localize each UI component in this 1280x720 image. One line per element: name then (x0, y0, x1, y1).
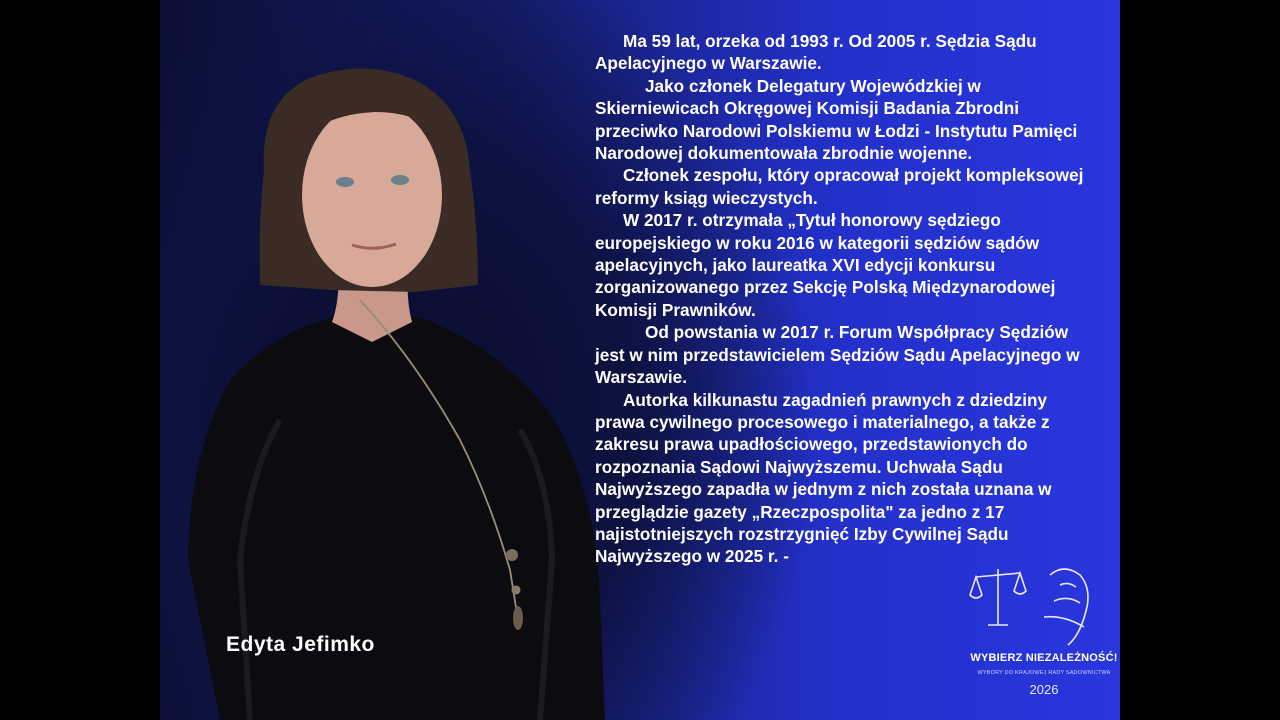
logo-subtitle: WYBORY DO KRAJOWEJ RADY SĄDOWNICTWA (977, 670, 1111, 676)
campaign-logo (968, 555, 1120, 705)
bio-paragraph: Ma 59 lat, orzeka od 1993 r. Od 2005 r. Sędzia Sądu Apelacyjnego w Warszawie. (595, 31, 1037, 74)
scales-of-justice-icon (968, 555, 1120, 650)
logo-title: WYBIERZ NIEZALEŻNOŚĆ! (970, 652, 1118, 664)
logo-year: 2026 (1029, 682, 1059, 697)
portrait-photo (160, 0, 630, 720)
bio-paragraph: Członek zespołu, który opracował projekt kompleksowej reformy ksiąg wieczystych. (595, 165, 1084, 208)
bio-paragraph: W 2017 r. otrzymała „Tytuł honorowy sędziego europejskiego w roku 2016 w kategorii sędziów sądów apelacyjnych, jako laureatka XVI edycji konkursu zorganizowanego przez Sekcję Polską Międzynarodowej Komisji Prawników. (595, 210, 1056, 320)
person-name: Edyta Jefimko (226, 633, 375, 656)
bio-paragraph: Od powstania w 2017 r. Forum Współpracy Sędziów jest w nim przedstawicielem Sędziów Sądu Apelacyjnego w Warszawie. (595, 322, 1080, 388)
biography-text (595, 30, 1095, 568)
bio-paragraph: Autorka kilkunastu zagadnień prawnych z dziedziny prawa cywilnego procesowego i materialnego, a także z zakresu prawa upadłościowego, przedstawionych do rozpoznania Sądowi Najwyższemu. Uchwała Sądu Najwyższego zapadła w jednym z nich została uznana w przeglądzie gazety „Rzeczpospolita" za jedno z 17 najistotniejszych rozstrzygnięć Izby Cywilnej Sądu Najwyższego w 2025 r. - (595, 389, 1052, 567)
bio-paragraph: Jako członek Delegatury Wojewódzkiej w Skierniewicach Okręgowej Komisji Badania Zbrodni przeciwko Narodowi Polskiemu w Łodzi - Instytutu Pamięci Narodowej dokumentowała zbrodnie wojenne. (595, 75, 1078, 164)
slide (160, 0, 1120, 720)
